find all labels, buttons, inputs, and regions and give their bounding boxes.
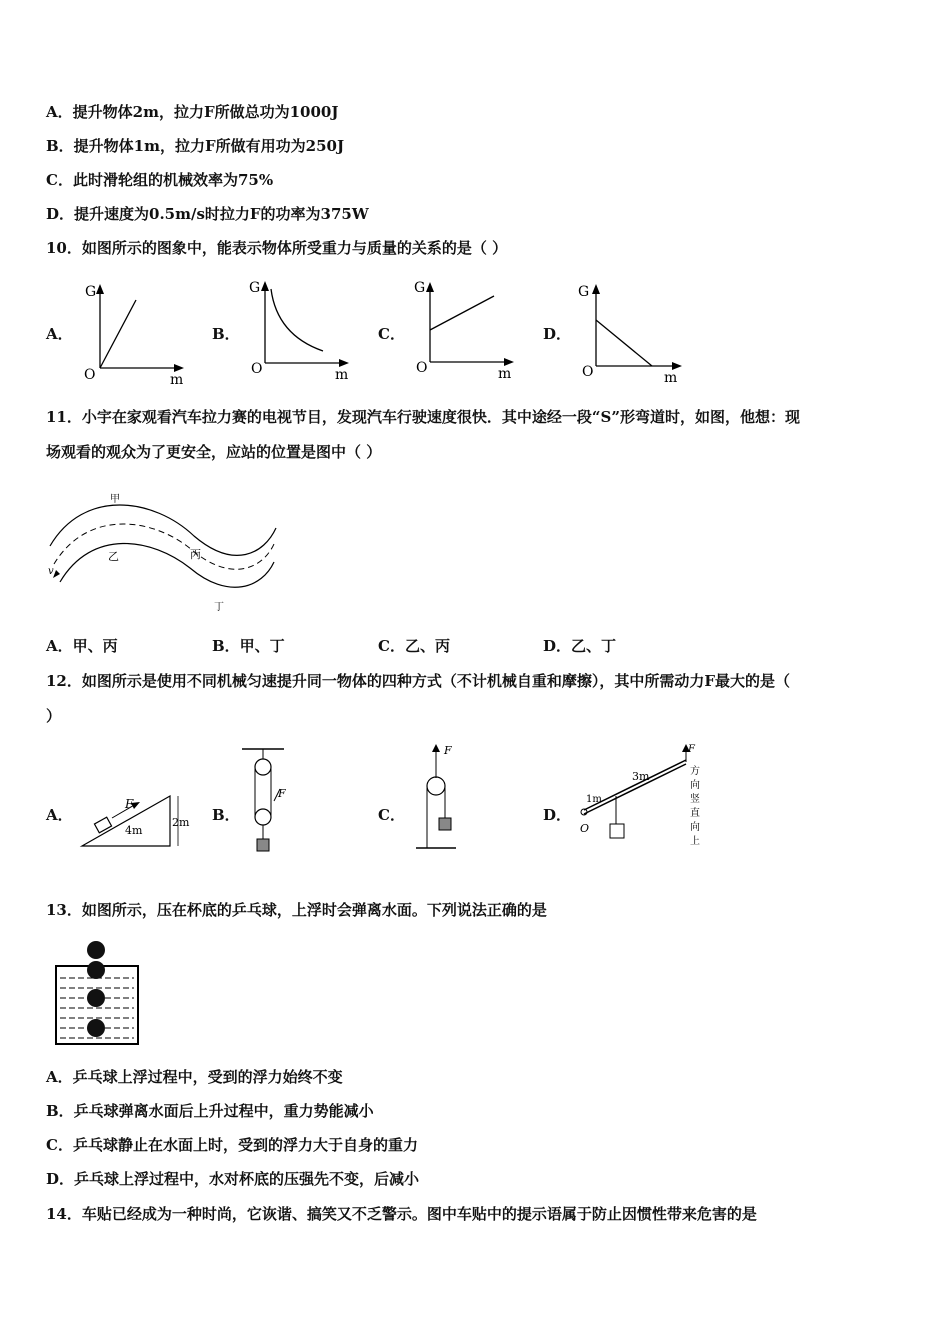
- q9-option-b: B．提升物体1m，拉力F所做有用功为250J: [46, 137, 345, 155]
- svg-text:F: F: [688, 744, 695, 755]
- q13-option-b: B．乒乓球弹离水面后上升过程中，重力势能减小: [46, 1102, 374, 1120]
- svg-text:O: O: [416, 360, 428, 376]
- svg-text:m: m: [335, 367, 349, 383]
- svg-text:O: O: [251, 361, 263, 377]
- q12-label-b: B．: [212, 806, 240, 824]
- q12-label-c: C．: [378, 806, 405, 824]
- q10-label-a: A．: [46, 325, 73, 343]
- q13-cup-figure: [52, 938, 144, 1050]
- svg-text:G: G: [578, 284, 590, 300]
- svg-text:G: G: [249, 280, 261, 296]
- q11-stem-line1: 11．小宇在家观看汽车拉力赛的电视节目，发现汽车行驶速度很快．其中途经一段“S”形弯道时，如图，他想：现: [46, 408, 800, 426]
- svg-text:方: 方: [690, 766, 700, 777]
- q9-option-c: C．此时滑轮组的机械效率为75%: [46, 171, 274, 189]
- q12-stem-line2: ）: [46, 707, 62, 725]
- label-v: v: [48, 566, 54, 577]
- label-jia: 甲: [110, 494, 120, 505]
- q10-graph-b: [243, 275, 355, 383]
- svg-text:F: F: [278, 787, 286, 800]
- q12-fig-pulley-c: [410, 742, 470, 856]
- svg-text:F: F: [125, 797, 134, 811]
- label-ding: 丁: [214, 602, 224, 613]
- svg-text:2m: 2m: [172, 816, 190, 829]
- svg-text:1m: 1m: [586, 794, 602, 805]
- q9-option-a: A．提升物体2m，拉力F所做总功为1000J: [46, 103, 339, 121]
- svg-text:直: 直: [690, 808, 700, 819]
- svg-text:m: m: [664, 370, 678, 386]
- q11-option-b: B．甲、丁: [212, 637, 285, 655]
- q10-graph-c: [408, 276, 520, 384]
- q13-option-c: C．乒乓球静止在水面上时，受到的浮力大于自身的重力: [46, 1136, 418, 1154]
- q12-fig-pulley-b: [238, 745, 298, 857]
- svg-text:3m: 3m: [632, 770, 650, 783]
- q10-label-c: C．: [378, 325, 405, 343]
- svg-text:m: m: [498, 366, 512, 382]
- q13-option-d: D．乒乓球上浮过程中，水对杯底的压强先不变，后减小: [46, 1170, 420, 1188]
- svg-text:G: G: [414, 280, 426, 296]
- svg-text:竖: 竖: [690, 794, 700, 805]
- q10-graph-a: [78, 280, 190, 388]
- q14-stem: 14．车贴已经成为一种时尚，它诙谐、搞笑又不乏警示。图中车贴中的提示语属于防止因惯性带来危害的是: [46, 1205, 757, 1223]
- label-bing: 丙: [190, 548, 201, 561]
- axis-m: m: [170, 372, 184, 388]
- svg-text:O: O: [582, 364, 594, 380]
- svg-text:F: F: [444, 744, 452, 757]
- svg-text:向: 向: [690, 780, 700, 791]
- q11-stem-line2: 场观看的观众为了更安全，应站的位置是图中（ ）: [46, 443, 382, 461]
- svg-text:4m: 4m: [125, 824, 143, 837]
- svg-text:上: 上: [690, 836, 700, 847]
- origin-o: O: [84, 367, 96, 383]
- q10-stem: 10．如图所示的图象中，能表示物体所受重力与质量的关系的是（ ）: [46, 239, 508, 257]
- q12-fig-incline: [78, 790, 198, 852]
- q11-option-c: C．乙、丙: [378, 637, 450, 655]
- q10-graph-d: [574, 278, 686, 386]
- q11-option-d: D．乙、丁: [543, 637, 617, 655]
- q9-option-d: D．提升速度为0.5m/s时拉力F的功率为375W: [46, 205, 369, 223]
- q12-label-a: A．: [46, 806, 73, 824]
- label-yi: 乙: [108, 550, 119, 563]
- q13-stem: 13．如图所示，压在杯底的乒乓球，上浮时会弹离水面。下列说法正确的是: [46, 901, 547, 919]
- q13-option-a: A．乒乓球上浮过程中，受到的浮力始终不变: [46, 1068, 343, 1086]
- q12-stem-line1: 12．如图所示是使用不同机械匀速提升同一物体的四种方式（不计机械自重和摩擦），其中所需动力F最大的是（: [46, 672, 791, 690]
- svg-text:向: 向: [690, 822, 700, 833]
- q12-label-d: D．: [543, 806, 572, 824]
- q10-label-d: D．: [543, 325, 572, 343]
- q11-option-a: A．甲、丙: [46, 637, 118, 655]
- axis-g: G: [85, 284, 97, 300]
- q11-s-curve-road: [44, 488, 284, 616]
- q12-fig-lever: [574, 742, 704, 860]
- svg-text:O: O: [580, 822, 590, 835]
- q10-label-b: B．: [212, 325, 240, 343]
